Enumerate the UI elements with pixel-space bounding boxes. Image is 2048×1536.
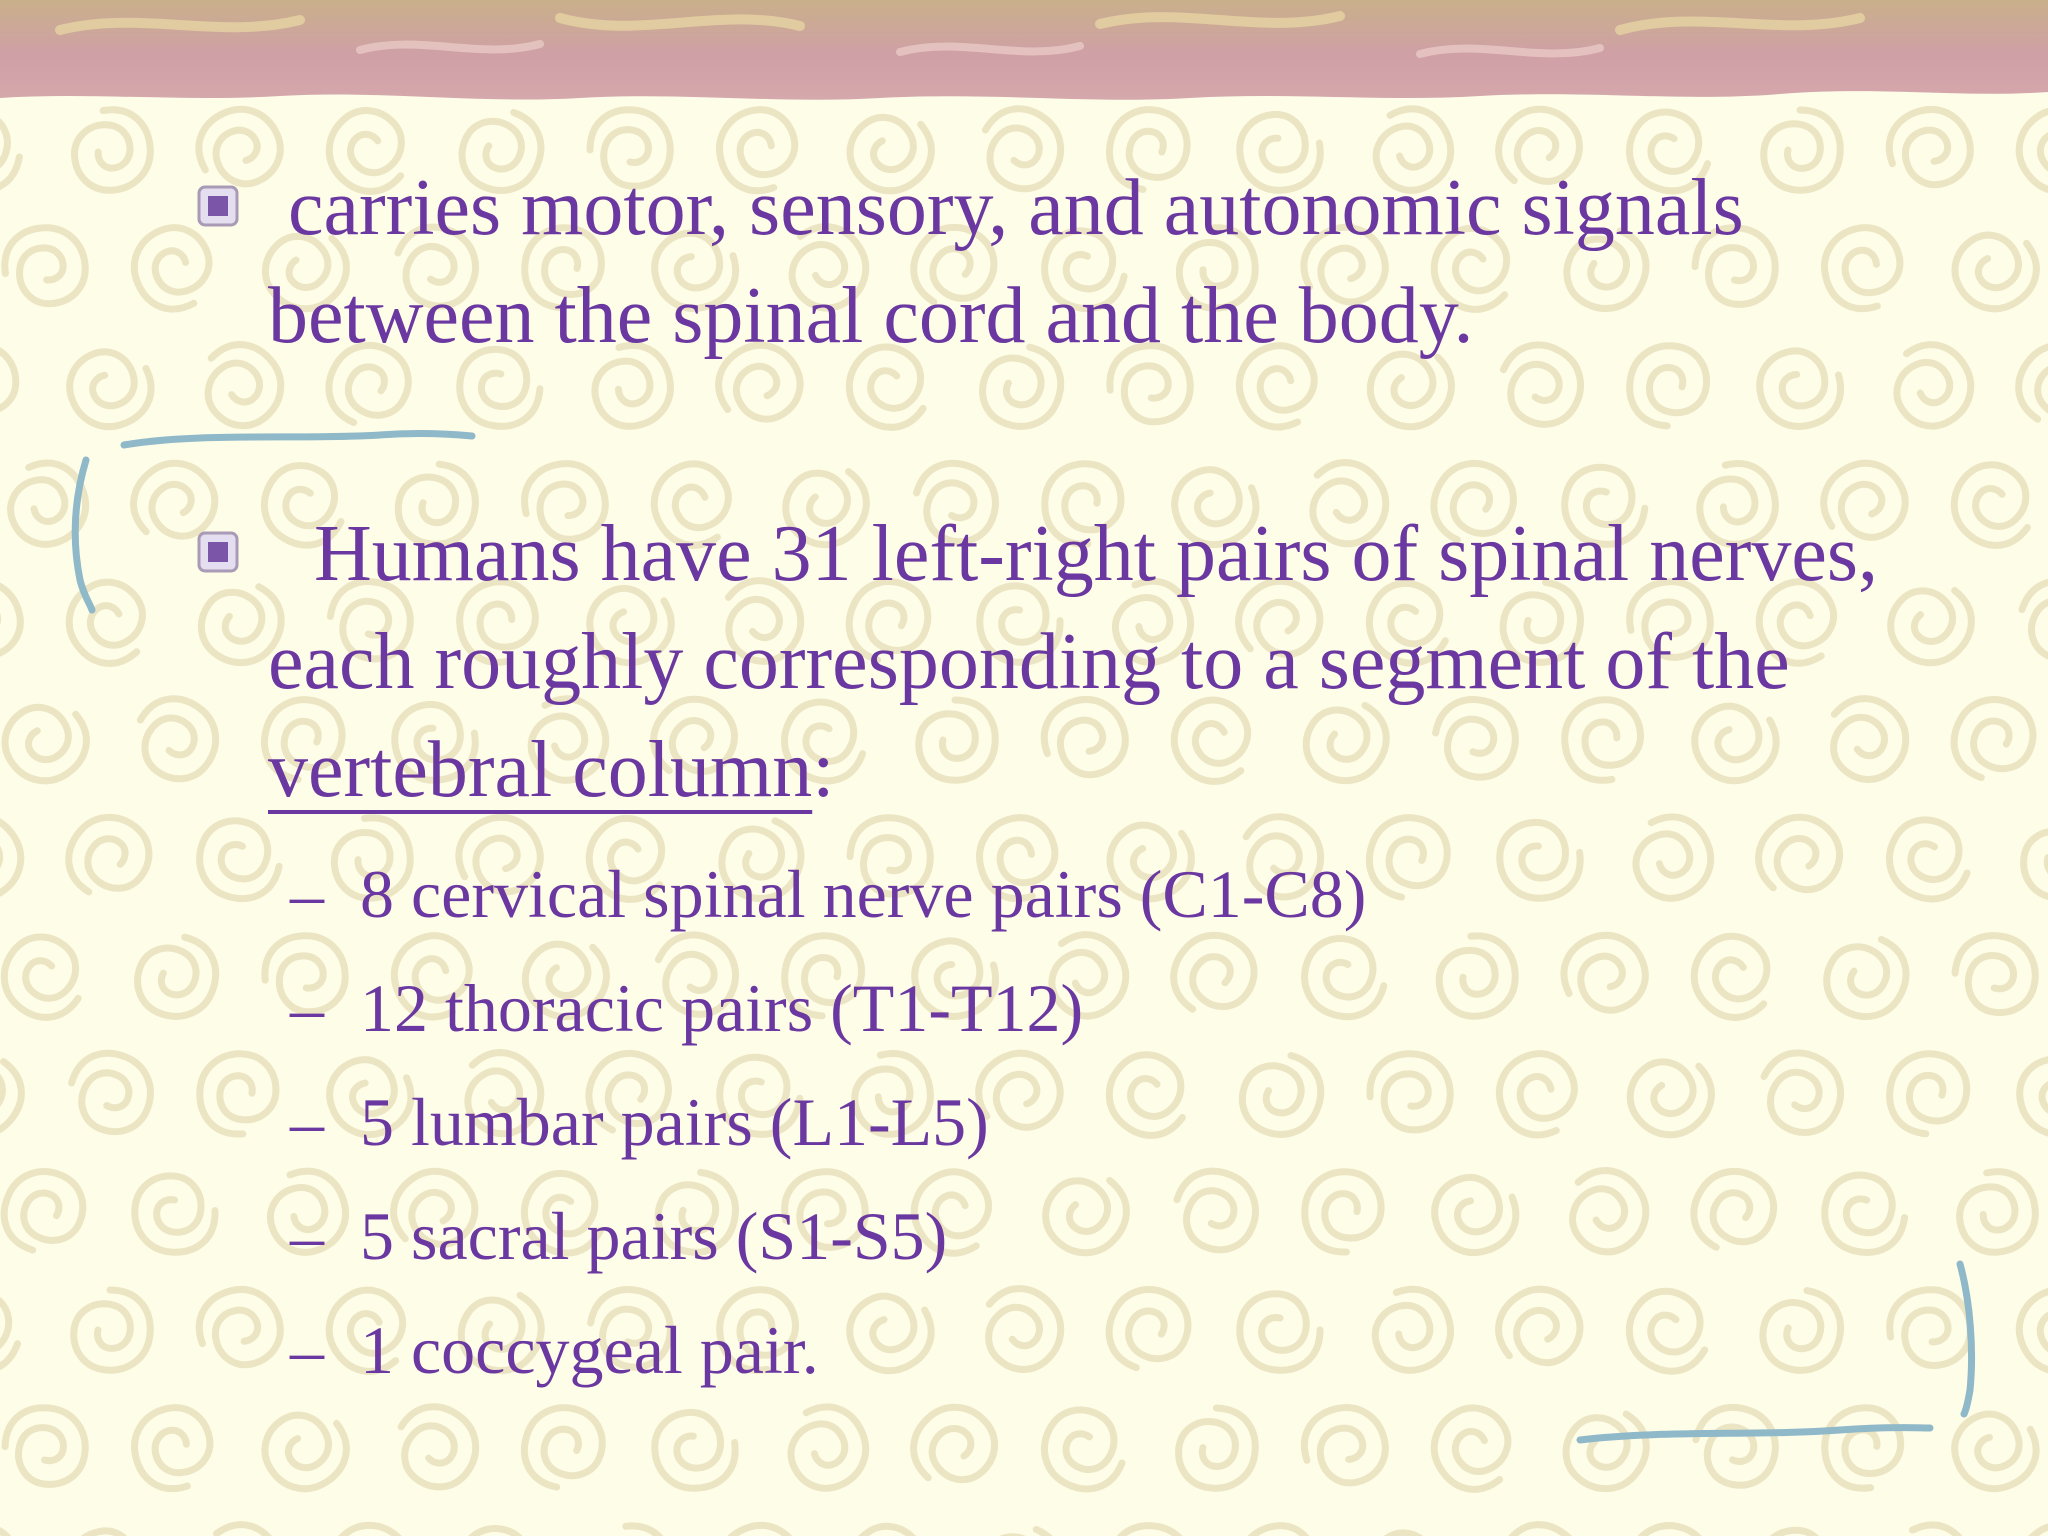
sub-item-text: 5 sacral pairs (S1-S5) <box>360 1198 948 1274</box>
bullet-1-text-content: carries motor, sensory, and autonomic signals between the spinal cord and the body. <box>268 164 1744 360</box>
dash-marker: – <box>290 1312 324 1388</box>
sub-item-text: 5 lumbar pairs (L1-L5) <box>360 1084 989 1160</box>
dash-marker: – <box>290 856 324 932</box>
bullet-1 <box>196 184 246 234</box>
sub-item-sacral <box>290 1196 947 1276</box>
sub-item-thoracic <box>290 968 1083 1048</box>
sub-item-text: 1 coccygeal pair. <box>360 1312 819 1388</box>
dash-marker: – <box>290 1198 324 1274</box>
bullet-2-text <box>268 500 1968 824</box>
dash-marker: – <box>290 970 324 1046</box>
sub-item-cervical <box>290 854 1366 934</box>
bullet-2-text-before: Humans have 31 left-right pairs of spinal nerves, each roughly corresponding to a segment of the <box>268 510 1879 706</box>
sub-item-coccygeal <box>290 1310 819 1390</box>
square-bullet-icon <box>196 184 240 228</box>
vertebral-column-link[interactable]: vertebral column <box>268 726 813 814</box>
sub-item-text: 8 cervical spinal nerve pairs (C1-C8) <box>360 856 1367 932</box>
square-bullet-icon <box>196 530 240 574</box>
bullet-2 <box>196 530 246 580</box>
bullet-1-text <box>268 154 1968 370</box>
sub-item-lumbar <box>290 1082 989 1162</box>
sub-item-text: 12 thoracic pairs (T1-T12) <box>360 970 1084 1046</box>
dash-marker: – <box>290 1084 324 1160</box>
bullet-2-text-after: : <box>812 726 835 814</box>
